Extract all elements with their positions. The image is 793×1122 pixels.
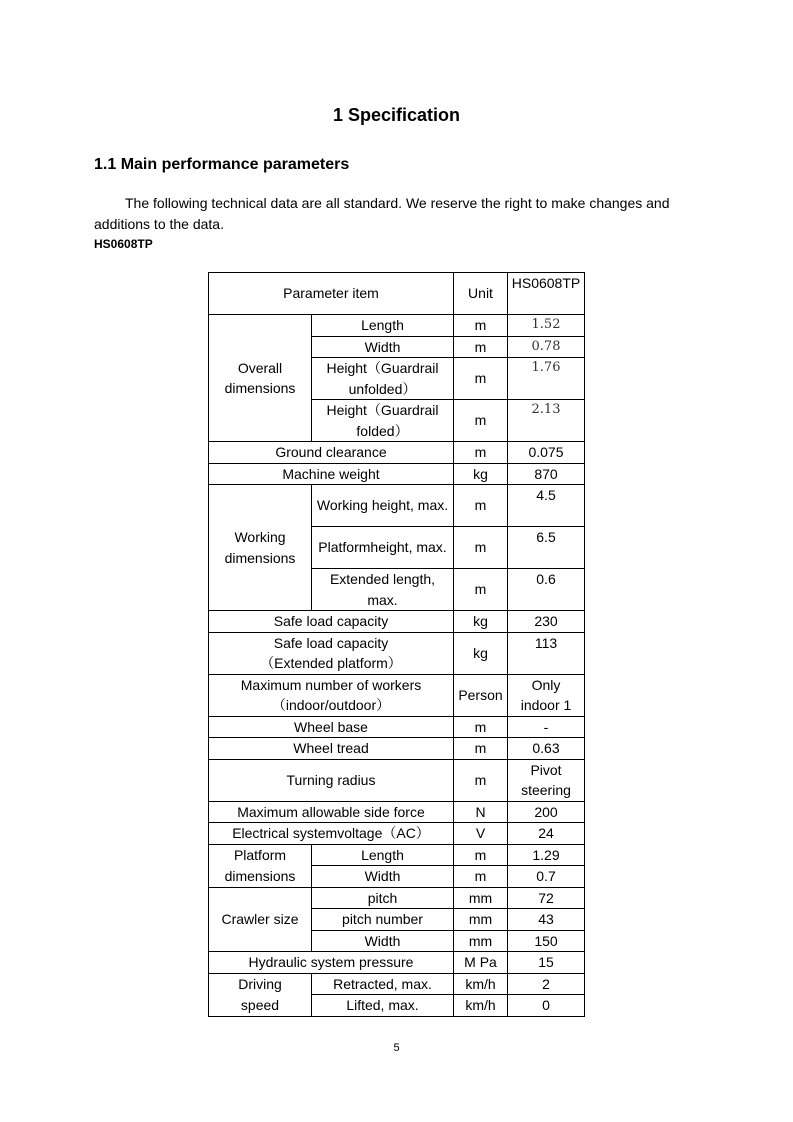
page-number: 5 bbox=[393, 1042, 400, 1054]
intro-paragraph: The following technical data are all standard. We reserve the right to make changes and additions to the data. bbox=[94, 195, 670, 232]
param-label: pitch number bbox=[312, 909, 454, 931]
table-row bbox=[209, 632, 585, 674]
param-label: Safe load capacity （Extended platform） bbox=[209, 632, 454, 674]
value-cell: 6.5 bbox=[508, 527, 585, 569]
value-cell: Pivot steering bbox=[508, 759, 585, 801]
table-row bbox=[209, 973, 585, 995]
unit-cell: m bbox=[454, 315, 508, 337]
value-cell: 0.7 bbox=[508, 866, 585, 888]
param-label: Turning radius bbox=[209, 759, 454, 801]
value-cell: 1.29 bbox=[508, 844, 585, 866]
param-label: Platformheight, max. bbox=[312, 527, 454, 569]
value-cell: 1.52 bbox=[508, 315, 585, 337]
unit-cell: km/h bbox=[454, 995, 508, 1017]
value-cell: 113 bbox=[508, 632, 585, 674]
param-label: Hydraulic system pressure bbox=[209, 952, 454, 974]
param-label: Wheel base bbox=[209, 716, 454, 738]
table-row bbox=[209, 611, 585, 633]
param-label: Maximum allowable side force bbox=[209, 801, 454, 823]
group-driving-speed: Driving speed bbox=[209, 973, 312, 1016]
unit-cell: mm bbox=[454, 930, 508, 952]
table-row bbox=[209, 823, 585, 845]
param-label: Length bbox=[312, 315, 454, 337]
value-cell: 2 bbox=[508, 973, 585, 995]
unit-cell: mm bbox=[454, 887, 508, 909]
table-row bbox=[209, 801, 585, 823]
value-cell: 15 bbox=[508, 952, 585, 974]
unit-cell: m bbox=[454, 527, 508, 569]
table-row bbox=[209, 716, 585, 738]
param-label: Electrical systemvoltage（AC） bbox=[209, 823, 454, 845]
group-platform-dimensions: Platform dimensions bbox=[209, 844, 312, 887]
unit-cell: m bbox=[454, 738, 508, 760]
spec-table bbox=[208, 272, 585, 1017]
table-row bbox=[209, 844, 585, 866]
page-title: 1 Specification bbox=[332, 105, 461, 125]
param-label: Working height, max. bbox=[312, 485, 454, 527]
value-cell: Only indoor 1 bbox=[508, 674, 585, 716]
unit-cell: m bbox=[454, 866, 508, 888]
table-header-row bbox=[209, 273, 585, 315]
unit-cell: N bbox=[454, 801, 508, 823]
table-row bbox=[209, 759, 585, 801]
param-label: Width bbox=[312, 866, 454, 888]
param-label: Height（Guardrail unfolded） bbox=[312, 358, 454, 400]
unit-cell: kg bbox=[454, 611, 508, 633]
value-cell: 200 bbox=[508, 801, 585, 823]
unit-cell: V bbox=[454, 823, 508, 845]
param-label: Ground clearance bbox=[209, 442, 454, 464]
group-overall-dimensions: Overall dimensions bbox=[209, 315, 312, 442]
unit-cell: mm bbox=[454, 909, 508, 931]
table-row bbox=[209, 738, 585, 760]
table-row bbox=[209, 315, 585, 337]
unit-cell: m bbox=[454, 569, 508, 611]
value-cell: 0.075 bbox=[508, 442, 585, 464]
table-row bbox=[209, 463, 585, 485]
param-label: pitch bbox=[312, 887, 454, 909]
value-cell: 0 bbox=[508, 995, 585, 1017]
unit-cell: Person bbox=[454, 674, 508, 716]
value-cell: 72 bbox=[508, 887, 585, 909]
unit-cell: m bbox=[454, 844, 508, 866]
param-label: Wheel tread bbox=[209, 738, 454, 760]
unit-cell: m bbox=[454, 400, 508, 442]
table-row bbox=[209, 887, 585, 909]
value-cell: 870 bbox=[508, 463, 585, 485]
unit-cell: m bbox=[454, 716, 508, 738]
unit-cell: m bbox=[454, 485, 508, 527]
param-label: Length bbox=[312, 844, 454, 866]
section-heading: 1.1 Main performance parameters bbox=[94, 156, 350, 173]
header-unit: Unit bbox=[454, 273, 508, 315]
unit-cell: m bbox=[454, 336, 508, 358]
header-param: Parameter item bbox=[209, 273, 454, 315]
param-label: Height（Guardrail folded） bbox=[312, 400, 454, 442]
value-cell: 0.63 bbox=[508, 738, 585, 760]
param-label: Safe load capacity bbox=[209, 611, 454, 633]
value-cell: 0.78 bbox=[508, 336, 585, 358]
param-label: Width bbox=[312, 930, 454, 952]
group-working-dimensions: Working dimensions bbox=[209, 485, 312, 611]
unit-cell: km/h bbox=[454, 973, 508, 995]
unit-cell: kg bbox=[454, 463, 508, 485]
table-row bbox=[209, 674, 585, 716]
param-label: Retracted, max. bbox=[312, 973, 454, 995]
unit-cell: M Pa bbox=[454, 952, 508, 974]
model-label: HS0608TP bbox=[94, 237, 153, 251]
value-cell: 2.13 bbox=[508, 400, 585, 442]
value-cell: 150 bbox=[508, 930, 585, 952]
param-label: Machine weight bbox=[209, 463, 454, 485]
param-label: Width bbox=[312, 336, 454, 358]
value-cell: - bbox=[508, 716, 585, 738]
value-cell: 43 bbox=[508, 909, 585, 931]
param-label: Maximum number of workers（indoor/outdoor） bbox=[209, 674, 454, 716]
unit-cell: m bbox=[454, 358, 508, 400]
group-crawler-size: Crawler size bbox=[209, 887, 312, 952]
header-model: HS0608TP bbox=[508, 273, 585, 315]
param-label: Extended length, max. bbox=[312, 569, 454, 611]
value-cell: 4.5 bbox=[508, 485, 585, 527]
table-row bbox=[209, 485, 585, 527]
value-cell: 24 bbox=[508, 823, 585, 845]
unit-cell: m bbox=[454, 442, 508, 464]
table-row bbox=[209, 442, 585, 464]
value-cell: 1.76 bbox=[508, 358, 585, 400]
unit-cell: m bbox=[454, 759, 508, 801]
table-row bbox=[209, 952, 585, 974]
value-cell: 0.6 bbox=[508, 569, 585, 611]
unit-cell: kg bbox=[454, 632, 508, 674]
param-label: Lifted, max. bbox=[312, 995, 454, 1017]
value-cell: 230 bbox=[508, 611, 585, 633]
